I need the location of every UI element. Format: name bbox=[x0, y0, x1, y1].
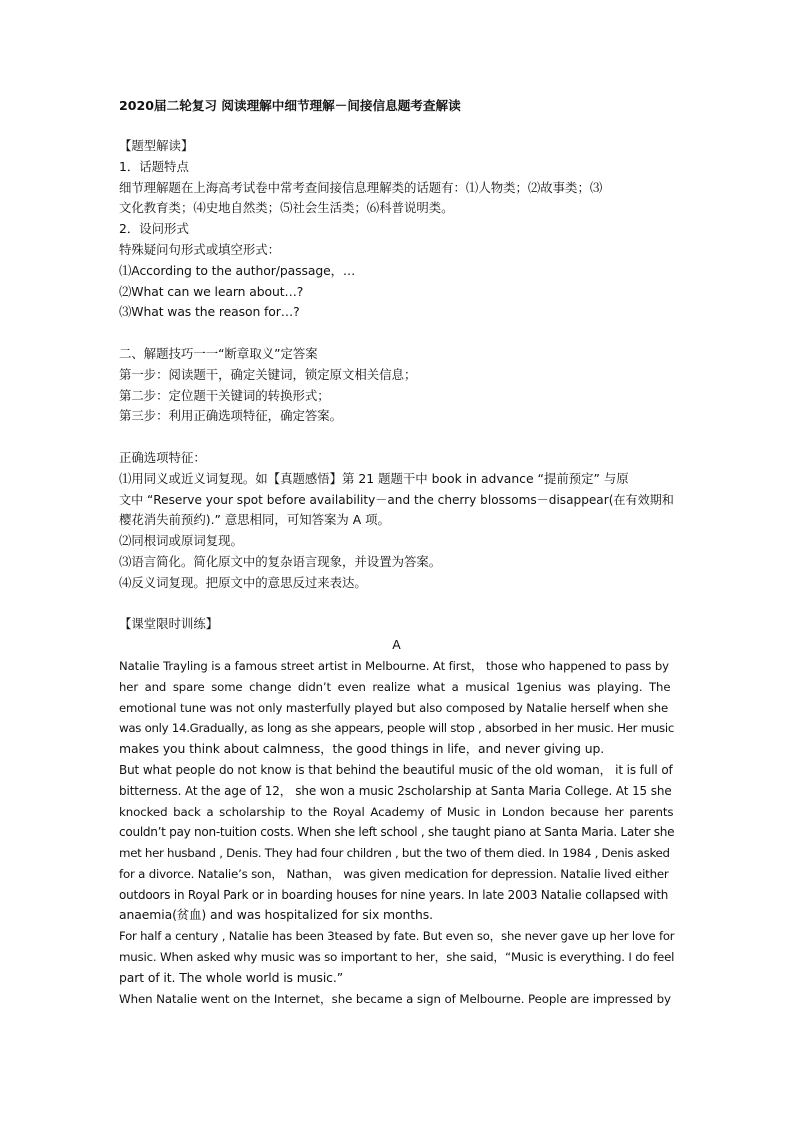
passage-line: makes you think about calmness，the good things in life，and never giving up. bbox=[119, 741, 605, 757]
feature-1-line-2: 文中 “Reserve your spot before availability－and the cherry blossoms－disappear(在有效期和 bbox=[119, 492, 674, 507]
feature-2: ⑵同根词或原词复现。 bbox=[119, 533, 243, 549]
feature-1-line-3: 樱花消失前预约).” 意思相同，可知答案为 A 项。 bbox=[119, 512, 390, 528]
question-form-1: ⑴According to the author/passage，… bbox=[119, 262, 356, 278]
passage-line: knocked back a scholarship to the Royal Academy of Music in London because her parents bbox=[119, 804, 674, 819]
passage-paragraph-1 bbox=[119, 656, 674, 760]
passage-line: part of it. The whole world is music.” bbox=[119, 969, 344, 985]
passage-paragraph-2 bbox=[119, 760, 674, 926]
passage-paragraph-3 bbox=[119, 926, 674, 988]
question-forms-intro: 特殊疑问句形式或填空形式： bbox=[119, 241, 281, 257]
section-heading-techniques: 二、解题技巧一一“断章取义”定答案 bbox=[119, 345, 318, 361]
passage-paragraph-4 bbox=[119, 989, 674, 1010]
section-heading-practice: 【课堂限时训练】 bbox=[119, 616, 219, 632]
passage-line: was only 14.Gradually, as long as she appears, people will stop , absorbed in her music. Her music bbox=[119, 721, 675, 736]
passage-line: When Natalie went on the Internet，she became a sign of Melbourne. People are impressed by bbox=[119, 991, 671, 1006]
topic-features-line-1: 细节理解题在上海高考试卷中常考查间接信息理解类的话题有：⑴人物类；⑵故事类；⑶ bbox=[119, 179, 603, 195]
subheading-topic-features: 1．话题特点 bbox=[119, 158, 189, 174]
passage-line: Natalie Trayling is a famous street artist in Melbourne. At first， those who happened to pass by bbox=[119, 658, 669, 673]
passage-line: But what people do not know is that behind the beautiful music of the old woman， it is full of bbox=[119, 762, 673, 777]
step-2: 第二步：定位题干关键词的转换形式； bbox=[119, 387, 330, 403]
passage-line: bitterness. At the age of 12， she won a music 2scholarship at Santa Maria College. At 15 she bbox=[119, 783, 672, 798]
feature-3: ⑶语言简化。简化原文中的复杂语言现象，并设置为答案。 bbox=[119, 553, 442, 569]
step-3: 第三步：利用正确选项特征，确定答案。 bbox=[119, 408, 343, 424]
passage-line: for a divorce. Natalie’s son， Nathan， was given medication for depression. Natalie lived either bbox=[119, 866, 669, 881]
subheading-question-forms: 2．设问形式 bbox=[119, 221, 189, 237]
feature-4: ⑷反义词复现。把原文中的意思反过来表达。 bbox=[119, 574, 367, 590]
section-heading-correct-options: 正确选项特征： bbox=[119, 449, 206, 465]
passage-label: A bbox=[392, 637, 401, 653]
passage-line: her and spare some change didn’t even realize what a musical 1genius was playing. The bbox=[119, 679, 671, 694]
passage-line: music. When asked why music was so important to her，she said，“Music is everything. I do feel bbox=[119, 950, 675, 965]
passage-line: outdoors in Royal Park or in boarding houses for nine years. In late 2003 Natalie collapsed with bbox=[119, 887, 669, 902]
passage-line: couldn’t pay non-tuition costs. When she left school , she taught piano at Santa Maria. Later she bbox=[119, 825, 675, 840]
document-title: 2020届二轮复习 阅读理解中细节理解－间接信息题考查解读 bbox=[119, 98, 461, 113]
topic-features-line-2: 文化教育类；⑷史地自然类；⑸社会生活类；⑹科普说明类。 bbox=[119, 200, 454, 216]
step-1: 第一步：阅读题干，确定关键词，锁定原文相关信息； bbox=[119, 366, 417, 382]
question-form-3: ⑶What was the reason for…? bbox=[119, 304, 300, 320]
passage-line: anaemia(贫血) and was hospitalized for six months. bbox=[119, 907, 433, 923]
document-body bbox=[119, 96, 674, 1009]
passage-line: emotional tune was not only masterfully played but also composed by Natalie herself when she bbox=[119, 700, 669, 715]
feature-1-line-1: ⑴用同义或近义词复现。如【真题感悟】第 21 题题干中 book in advance “提前预定” 与原 bbox=[119, 470, 629, 486]
passage-line: For half a century , Natalie has been 3teased by fate. But even so，she never gave up her love for bbox=[119, 929, 675, 944]
section-heading-question-type: 【题型解读】 bbox=[119, 138, 194, 153]
passage-line: met her husband , Denis. They had four children , but the two of them died. In 1984 , Denis asked bbox=[119, 846, 670, 861]
question-form-2: ⑵What can we learn about…? bbox=[119, 283, 304, 299]
